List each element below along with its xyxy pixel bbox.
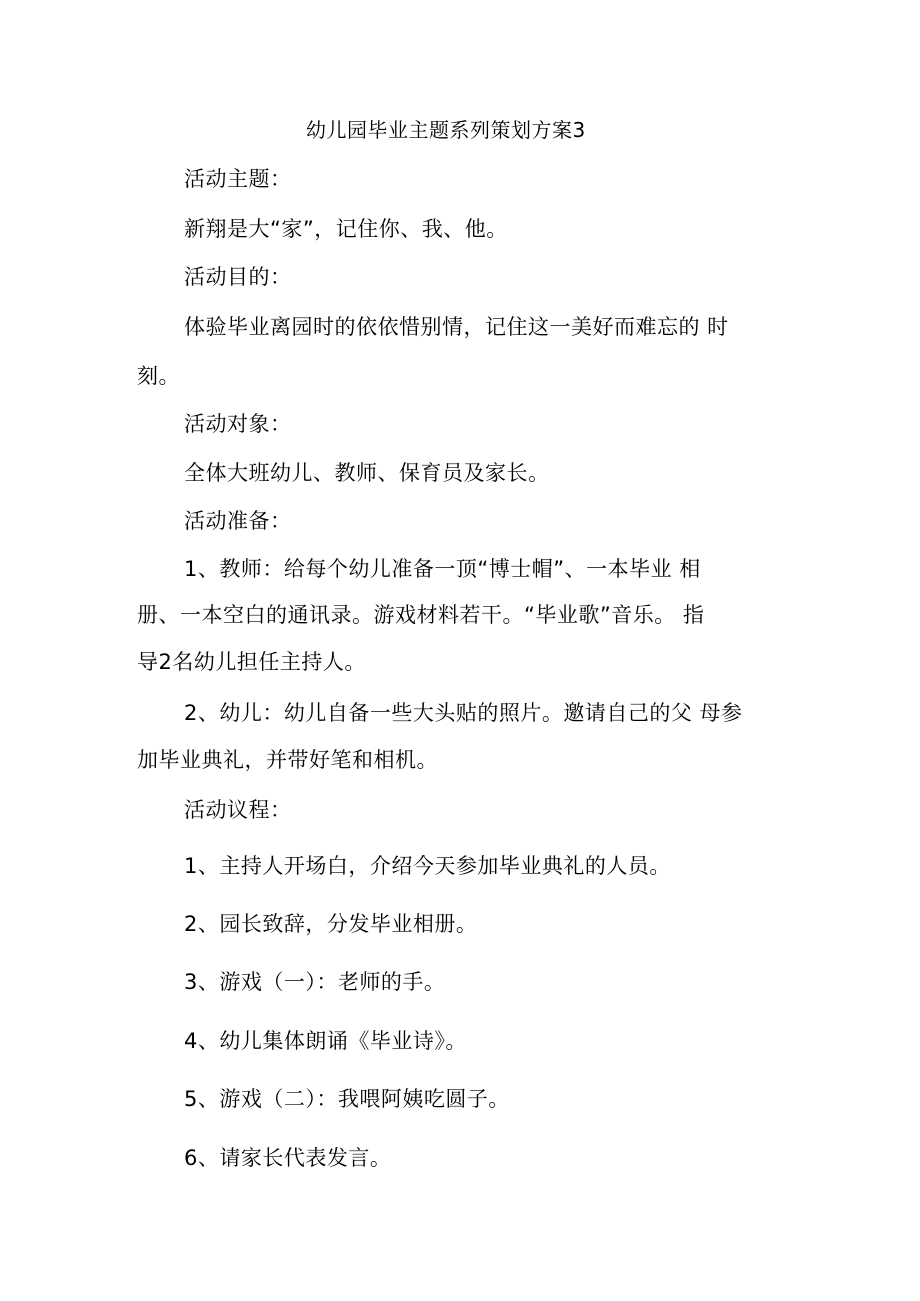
document-title: 幼儿园毕业主题系列策划方案3 — [306, 118, 586, 142]
section-heading-purpose: 活动目的： — [184, 265, 292, 289]
agenda-item-1: 1、主持人开场白，介绍今天参加毕业典礼的人员。 — [184, 854, 671, 878]
paragraph-theme: 新翔是大“家”，记住你、我、他。 — [184, 217, 508, 241]
paragraph-prep-children-line1: 2、幼儿：幼儿自备一些大头贴的照片。邀请自己的父 母参 — [184, 701, 743, 725]
paragraph-prep-teacher-line1: 1、教师：给每个幼儿准备一顶“博士帽”、一本毕业 相 — [184, 557, 701, 581]
section-heading-theme: 活动主题： — [184, 167, 292, 191]
section-heading-audience: 活动对象： — [184, 412, 292, 436]
paragraph-prep-teacher-line2: 册、一本空白的通讯录。游戏材料若干。“毕业歌”音乐。 指 — [137, 603, 705, 627]
agenda-item-5: 5、游戏（二）：我喂阿姨吃圆子。 — [184, 1087, 510, 1111]
paragraph-prep-teacher-line3: 导2名幼儿担任主持人。 — [137, 650, 366, 674]
paragraph-prep-children-line2: 加毕业典礼，并带好笔和相机。 — [137, 748, 438, 772]
agenda-item-6: 6、请家长代表发言。 — [184, 1146, 392, 1170]
section-heading-preparation: 活动准备： — [184, 509, 292, 533]
section-heading-agenda: 活动议程： — [184, 798, 292, 822]
paragraph-audience: 全体大班幼儿、教师、保育员及家长。 — [184, 461, 550, 485]
paragraph-purpose-line1: 体验毕业离园时的依依惜别情，记住这一美好而难忘的 时 — [184, 315, 729, 339]
agenda-item-2: 2、园长致辞，分发毕业相册。 — [184, 912, 478, 936]
paragraph-purpose-line2: 刻。 — [137, 364, 180, 388]
agenda-item-3: 3、游戏（一）：老师的手。 — [184, 970, 446, 994]
agenda-item-4: 4、幼儿集体朗诵《毕业诗》。 — [184, 1029, 467, 1053]
